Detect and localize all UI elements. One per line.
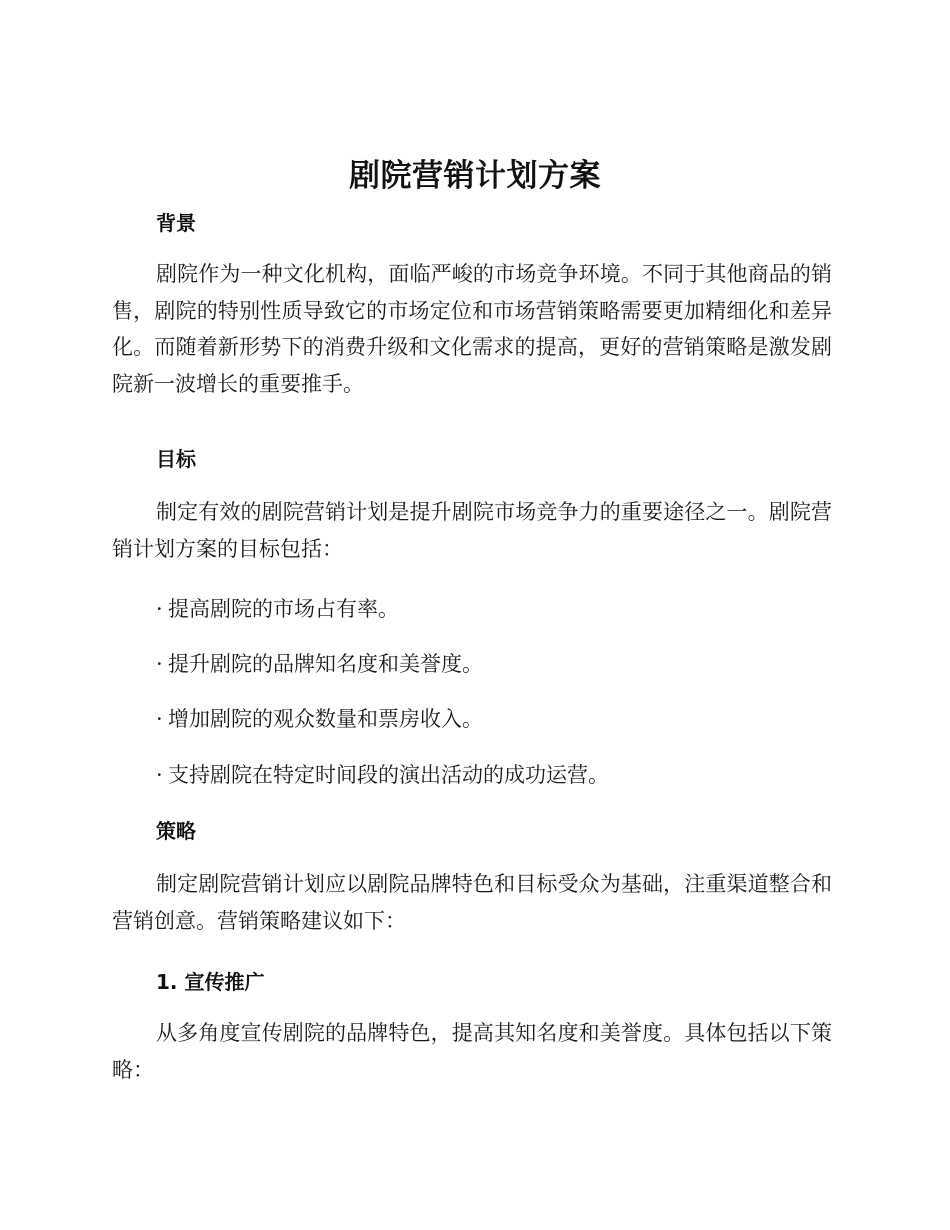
strategy-paragraph: 制定剧院营销计划应以剧院品牌特色和目标受众为基础，注重渠道整合和营销创意。营销策略建议如下： <box>112 872 832 933</box>
goal-list-item: · 增加剧院的观众数量和票房收入。 <box>156 707 483 731</box>
background-paragraph: 剧院作为一种文化机构，面临严峻的市场竞争环境。不同于其他商品的销售，剧院的特别性质导致它的市场定位和市场营销策略需要更加精细化和差异化。而随着新形势下的消费升级和文化需求的提高，更好的营销策略是激发剧院新一波增长的重要推手。 <box>112 262 832 396</box>
goal-list-item: · 提高剧院的市场占有率。 <box>156 597 399 621</box>
promotion-paragraph: 从多角度宣传剧院的品牌特色，提高其知名度和美誉度。具体包括以下策略： <box>112 1021 832 1082</box>
goal-list-item: · 支持剧院在特定时间段的演出活动的成功运营。 <box>156 763 609 787</box>
goals-paragraph: 制定有效的剧院营销计划是提升剧院市场竞争力的重要途径之一。剧院营销计划方案的目标包括： <box>112 500 832 561</box>
page-title: 剧院营销计划方案 <box>349 158 601 194</box>
section-heading-goals: 目标 <box>156 447 196 471</box>
bullet-icon: · <box>156 597 163 621</box>
subsection-heading-promotion: 1. 宣传推广 <box>156 970 265 994</box>
section-heading-strategy: 策略 <box>156 819 196 843</box>
bullet-icon: · <box>156 707 163 731</box>
section-heading-background: 背景 <box>156 211 196 235</box>
goal-list-item: · 提升剧院的品牌知名度和美誉度。 <box>156 652 483 676</box>
bullet-icon: · <box>156 652 163 676</box>
bullet-icon: · <box>156 763 163 787</box>
